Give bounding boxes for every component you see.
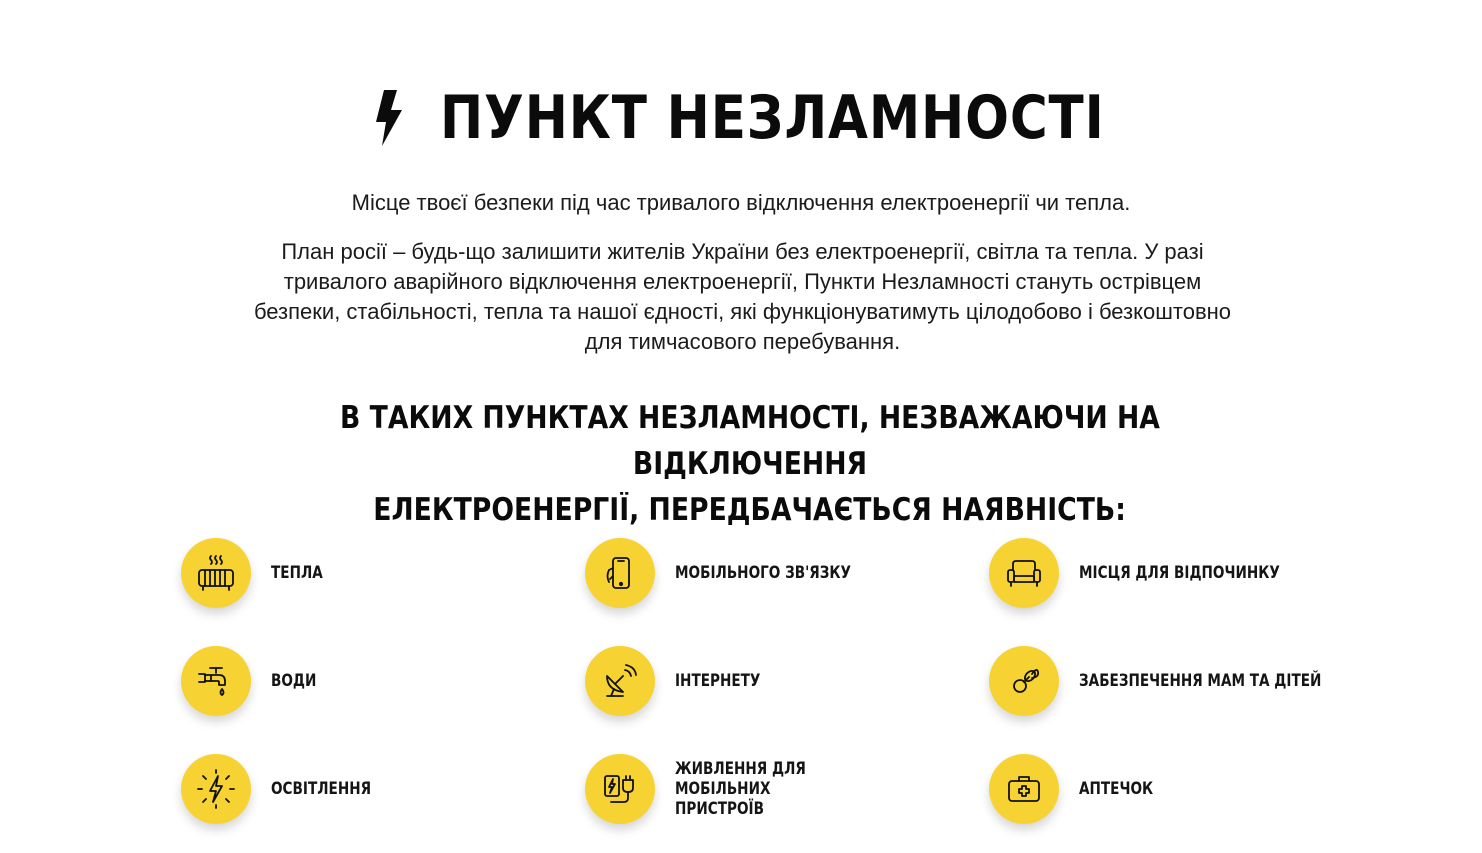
radiator-icon [181,538,251,608]
feature-label [675,759,883,819]
lightning-icon [370,90,406,146]
plan-text [170,237,1315,357]
feature-label: АПТЕЧОК [1079,779,1154,799]
plan-line: тривалого аварійного відключення електроенергії, Пункти Незламності стануть острівцем [283,269,1202,294]
first-aid-kit-icon [989,754,1059,824]
water-tap-icon [181,646,251,716]
feature-label-line: ПРИСТРОЇВ [675,799,764,819]
feature-label: ОСВІТЛЕННЯ [271,779,372,799]
feature-label: ІНТЕРНЕТУ [675,671,761,691]
feature-lighting [181,754,396,824]
title-row [0,82,1482,154]
section-heading-line: ЕЛЕКТРОЕНЕРГІЇ, ПЕРЕДБАЧАЄТЬСЯ НАЯВНІСТЬ: [373,492,1127,528]
satellite-dish-icon [585,646,655,716]
feature-mobile-connection [585,538,895,608]
feature-internet [585,646,782,716]
plan-line: для тимчасового перебування. [584,329,901,354]
section-heading-line: В ТАКИХ ПУНКТАХ НЕЗЛАМНОСТІ, НЕЗВАЖАЮЧИ НА ВІДКЛЮЧЕННЯ [340,400,1160,482]
armchair-icon [989,538,1059,608]
plan-line: План росії – будь-що залишити жителів України без електроенергії, світла та тепла. У разі [281,239,1204,264]
feature-label: МІСЦЯ ДЛЯ ВІДПОЧИНКУ [1079,563,1280,583]
feature-label-line: ЖИВЛЕННЯ ДЛЯ МОБІЛЬНИХ [675,759,806,799]
section-heading [150,395,1350,533]
plan-line: безпеки, стабільності, тепла та нашої єдності, які функціонуватимуть цілодобово і безкоштовно [253,299,1232,324]
charging-icon [585,754,655,824]
feature-mothers-children [989,646,1382,716]
pacifier-icon [989,646,1059,716]
feature-first-aid [989,754,1172,824]
feature-label: ВОДИ [271,671,317,691]
feature-label: МОБІЛЬНОГО ЗВ'ЯЗКУ [675,563,852,583]
intro-text: Місце твоєї безпеки під час тривалого відключення електроенергії чи тепла. [351,190,1131,215]
feature-heat [181,538,336,608]
feature-label: ТЕПЛА [271,563,323,583]
page-title: ПУНКТ НЕЗЛАМНОСТІ [439,83,1105,153]
feature-rest-place [989,538,1330,608]
phone-icon [585,538,655,608]
feature-water [181,646,328,716]
light-icon [181,754,251,824]
feature-device-charging [585,754,935,824]
feature-label: ЗАБЕЗПЕЧЕННЯ МАМ ТА ДІТЕЙ [1079,671,1322,691]
